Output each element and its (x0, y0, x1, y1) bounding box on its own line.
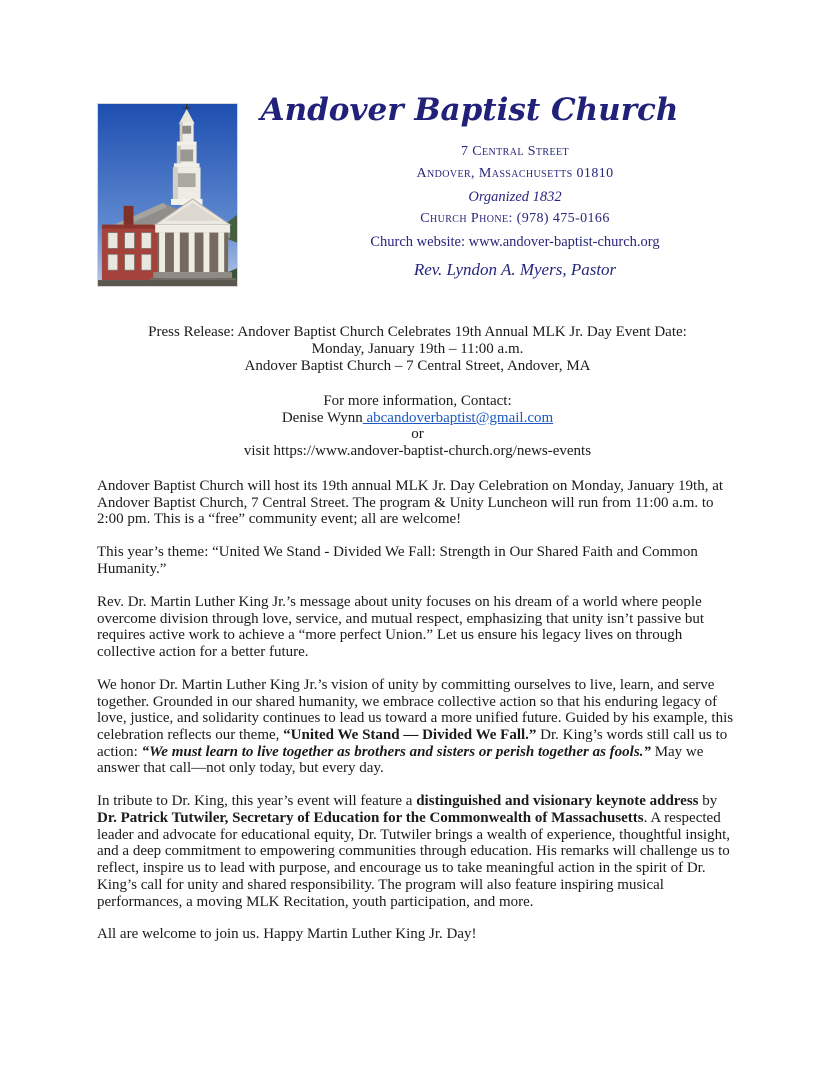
text-run: We honor Dr. Martin Luther King Jr.’s vision of unity by committing ourselves to live, learn, and serve together. Grounded in our shared humanity, we embrace collective action so that his enduring legacy of love, justice, and solidarity continues to lead us toward a more unified future. Guided by his example, this celebration reflects our theme, (97, 676, 734, 743)
paragraph-closing: All are welcome to join us. Happy Martin Luther King Jr. Day! (97, 926, 477, 943)
keynote-bold-run: distinguished and visionary keynote address (416, 793, 699, 810)
text-run: Dr. King’s words still call us to action: (97, 727, 728, 760)
letterhead-contact-block (305, 144, 725, 280)
paragraph-theme: This year’s theme: “United We Stand - Divided We Fall: Strength in Our Shared Faith and Common Humanity.” (97, 544, 698, 577)
press-release-line-2: Monday, January 19th – 11:00 a.m. (311, 340, 524, 357)
press-release-body (97, 478, 738, 959)
church-name-title: Andover Baptist Church (260, 92, 679, 128)
speaker-bold-run: Dr. Patrick Tutwiler, Secretary of Education for the Commonwealth of Massachusetts (97, 810, 644, 826)
text-run: . A respected leader and advocate for educational equity, Dr. Tutwiler brings a wealth of experience, thoughtful insight, and a deep commitment to empowering communities through education. His remarks will challenge us to reflect, inspire us to lead with purpose, and encourage us to take meaningful action in the spirit of Dr. King’s call for unity and shared responsibility. The program will also feature inspiring musical performances, a moving MLK Recitation, youth participation, and more. (97, 810, 731, 910)
email-link[interactable]: abcandoverbaptist@gmail.com (362, 409, 554, 426)
pastor-line: Rev. Lyndon A. Myers, Pastor (413, 259, 617, 279)
church-photo (97, 103, 238, 287)
text-run: May we answer that call—not only today, but every day. (97, 743, 704, 777)
mlk-quote-run: “We must learn to live together as brothers and sisters or perish together as fools.” (141, 743, 651, 760)
website-line: Church website: www.andover-baptist-church.org (370, 233, 660, 250)
address-line-1: 7 Central Street (460, 144, 570, 159)
press-release-announcement (97, 324, 738, 460)
visit-url-line: visit https://www.andover-baptist-church.org/news-events (243, 443, 592, 460)
text-run: In tribute to Dr. King, this year’s event will feature a (97, 793, 417, 810)
paragraph-keynote (97, 793, 738, 910)
contact-info-block (97, 393, 738, 460)
organized-line: Organized 1832 (468, 188, 562, 205)
paragraph-honor (97, 677, 738, 777)
phone-line: Church Phone: (978) 475-0166 (420, 211, 610, 227)
contact-heading: For more information, Contact: (323, 392, 512, 409)
press-release-line-1: Press Release: Andover Baptist Church Celebrates 19th Annual MLK Jr. Day Event Date: (148, 324, 687, 340)
text-run: by (698, 793, 718, 810)
paragraph-mlk-message: Rev. Dr. Martin Luther King Jr.’s message about unity focuses on his dream of a world where people overcome division through love, service, and mutual respect, emphasizing that unity isn’t passive but requires active work to achieve a “more perfect Union.” Let us ensure his legacy lives on through collective action for a better future. (97, 593, 705, 660)
paragraph-event-details: Andover Baptist Church will host its 19th annual MLK Jr. Day Celebration on Monday, January 19th, at Andover Baptist Church, 7 Central Street. The program & Unity Luncheon will run from 11:00 a.m. to 2:00 pm. This is a “free” community event; all are welcome! (97, 478, 724, 528)
press-release-line-3: Andover Baptist Church – 7 Central Street, Andover, MA (244, 357, 591, 374)
contact-person-name: Denise Wynn (281, 409, 363, 426)
address-line-2: Andover, Massachusetts 01810 (416, 166, 614, 182)
church-photo-graphic (98, 104, 237, 286)
theme-bold-run: “United We Stand — Divided We Fall.” (283, 727, 537, 743)
contact-line (97, 410, 738, 427)
or-separator: or (411, 426, 424, 443)
